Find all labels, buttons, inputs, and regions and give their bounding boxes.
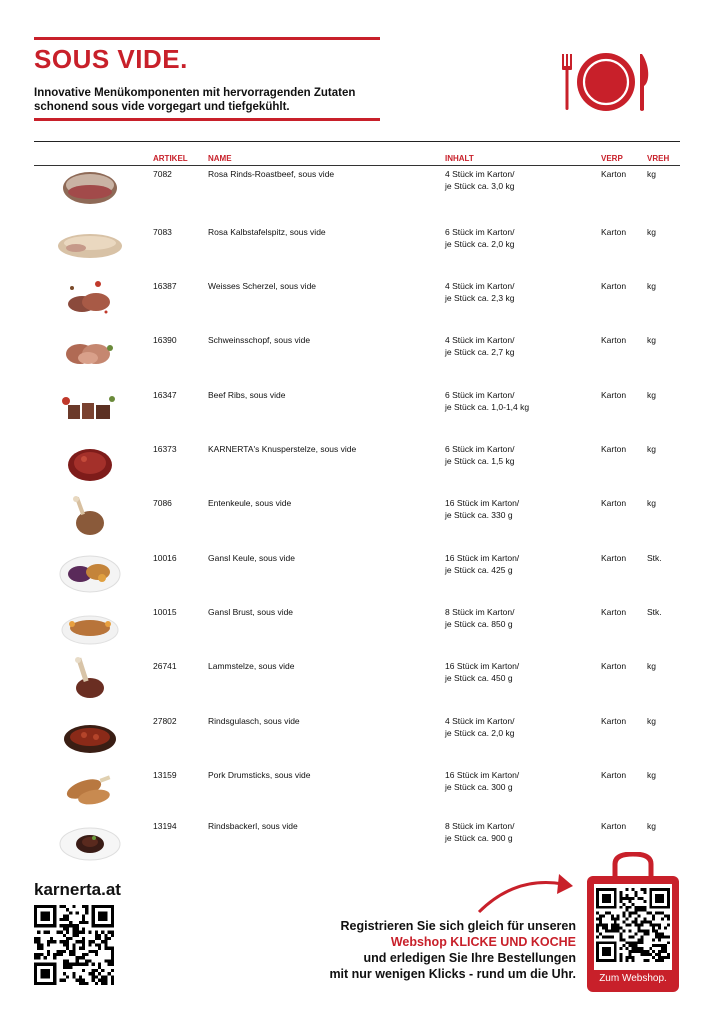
vreh-value: kg [647,169,656,179]
verp-value: Karton [601,227,627,237]
inhalt-line-2: je Stück ca. 1,5 kg [445,456,515,466]
table-row [0,280,724,334]
table-row [0,552,724,606]
product-name: Rosa Rinds-Roastbeef, sous vide [208,169,335,179]
inhalt-line-2: je Stück ca. 1,0-1,4 kg [445,402,530,412]
product-inhalt [445,820,585,844]
verp-value: Karton [601,770,627,780]
vreh-value: kg [647,498,656,508]
page-title: SOUS VIDE. [34,44,188,74]
inhalt-line-2: je Stück ca. 2,7 kg [445,347,515,357]
verp-value: Karton [601,821,627,831]
arrow-icon [475,870,575,916]
product-image [56,600,124,650]
product-image [56,763,124,813]
product-name: Entenkeule, sous vide [208,498,292,508]
product-name: Rosa Kalbstafelspitz, sous vide [208,227,326,237]
product-image [56,709,124,759]
promo-line-3: und erledigen Sie Ihre Bestellungen [363,951,576,965]
product-image [56,274,124,324]
product-image [56,162,124,212]
product-name: Gansl Keule, sous vide [208,553,295,563]
verp-value: Karton [601,335,627,345]
product-inhalt [445,606,585,630]
product-name: Weisses Scherzel, sous vide [208,281,317,291]
inhalt-line-2: je Stück ca. 2,0 kg [445,239,515,249]
product-image [56,220,124,270]
product-name: Lammstelze, sous vide [208,661,295,671]
artikel-number: 10016 [153,553,177,563]
verp-value: Karton [601,607,627,617]
verp-value: Karton [601,553,627,563]
product-image [56,437,124,487]
webshop-promo [270,918,576,982]
artikel-number: 16387 [153,281,177,291]
product-name: Schweinsschopf, sous vide [208,335,311,345]
page-subtitle [34,86,394,114]
inhalt-line-2: je Stück ca. 300 g [445,782,513,792]
product-name: Pork Drumsticks, sous vide [208,770,311,780]
product-inhalt [445,552,585,576]
inhalt-line-1: 8 Stück im Karton/ [445,607,515,617]
vreh-value: kg [647,390,656,400]
plate-cutlery-icon [558,52,654,114]
product-image [56,383,124,433]
product-inhalt [445,389,585,413]
product-inhalt [445,168,585,192]
title-rule-top [34,37,380,40]
inhalt-line-2: je Stück ca. 450 g [445,673,513,683]
inhalt-line-2: je Stück ca. 850 g [445,619,513,629]
table-row [0,443,724,497]
inhalt-line-1: 16 Stück im Karton/ [445,553,520,563]
verp-value: Karton [601,169,627,179]
artikel-number: 26741 [153,661,177,671]
inhalt-line-1: 6 Stück im Karton/ [445,227,515,237]
inhalt-line-2: je Stück ca. 330 g [445,510,513,520]
verp-value: Karton [601,390,627,400]
inhalt-line-1: 16 Stück im Karton/ [445,770,520,780]
product-image [56,654,124,704]
vreh-value: kg [647,281,656,291]
verp-value: Karton [601,444,627,454]
vreh-value: kg [647,227,656,237]
subtitle-line-2: schonend sous vide vorgegart und tiefgekühlt. [34,101,290,113]
col-header-artikel: ARTIKEL [153,154,188,163]
inhalt-line-1: 16 Stück im Karton/ [445,661,520,671]
artikel-number: 16373 [153,444,177,454]
verp-value: Karton [601,716,627,726]
table-row [0,226,724,280]
vreh-value: kg [647,770,656,780]
col-header-vreh: VREH [647,154,670,163]
vreh-value: kg [647,444,656,454]
vreh-value: kg [647,716,656,726]
inhalt-line-2: je Stück ca. 3,0 kg [445,181,515,191]
inhalt-line-1: 6 Stück im Karton/ [445,444,515,454]
table-row [0,168,724,222]
vreh-value: kg [647,661,656,671]
inhalt-line-1: 4 Stück im Karton/ [445,169,515,179]
product-inhalt [445,226,585,250]
artikel-number: 13159 [153,770,177,780]
artikel-number: 27802 [153,716,177,726]
webshop-bag-label[interactable]: Zum Webshop. [599,973,667,984]
subtitle-line-1: Innovative Menükomponenten mit hervorragenden Zutaten [34,87,356,99]
table-row [0,389,724,443]
inhalt-line-1: 4 Stück im Karton/ [445,335,515,345]
inhalt-line-1: 6 Stück im Karton/ [445,390,515,400]
table-row [0,606,724,660]
artikel-number: 7083 [153,227,172,237]
inhalt-line-1: 16 Stück im Karton/ [445,498,520,508]
col-header-name: NAME [208,154,232,163]
product-name: Rindsbackerl, sous vide [208,821,298,831]
product-name: Rindsgulasch, sous vide [208,716,300,726]
artikel-number: 16347 [153,390,177,400]
product-inhalt [445,334,585,358]
verp-value: Karton [601,498,627,508]
col-header-inhalt: INHALT [445,154,474,163]
artikel-number: 13194 [153,821,177,831]
product-inhalt [445,769,585,793]
artikel-number: 7086 [153,498,172,508]
table-row [0,334,724,388]
promo-line-1: Registrieren Sie sich gleich für unseren [340,919,576,933]
col-header-verp: VERP [601,154,623,163]
promo-line-2[interactable]: Webshop KLICKE UND KOCHE [390,935,576,949]
title-rule-bottom [34,118,380,121]
artikel-number: 16390 [153,335,177,345]
table-row [0,497,724,551]
inhalt-line-2: je Stück ca. 2,3 kg [445,293,515,303]
inhalt-line-2: je Stück ca. 425 g [445,565,513,575]
product-inhalt [445,443,585,467]
inhalt-line-2: je Stück ca. 2,0 kg [445,728,515,738]
brand-url[interactable]: karnerta.at [34,880,121,899]
inhalt-line-1: 4 Stück im Karton/ [445,281,515,291]
vreh-value: kg [647,335,656,345]
promo-line-4: mit nur wenigen Klicks - rund um die Uhr. [329,967,576,981]
vreh-value: Stk. [647,553,662,563]
product-image [56,814,124,864]
inhalt-line-1: 4 Stück im Karton/ [445,716,515,726]
product-inhalt [445,660,585,684]
qr-code-webshop[interactable] [596,888,670,962]
product-name: Beef Ribs, sous vide [208,390,286,400]
product-inhalt [445,497,585,521]
header-divider [34,141,680,142]
artikel-number: 7082 [153,169,172,179]
product-name: Gansl Brust, sous vide [208,607,294,617]
product-inhalt [445,715,585,739]
inhalt-line-2: je Stück ca. 900 g [445,833,513,843]
product-image [56,491,124,541]
vreh-value: Stk. [647,607,662,617]
product-image [56,328,124,378]
inhalt-line-1: 8 Stück im Karton/ [445,821,515,831]
product-name: KARNERTA's Knusperstelze, sous vide [208,444,357,454]
table-row [0,715,724,769]
artikel-number: 10015 [153,607,177,617]
verp-value: Karton [601,661,627,671]
product-inhalt [445,280,585,304]
table-row [0,660,724,714]
vreh-value: kg [647,821,656,831]
table-header-divider [34,165,680,166]
qr-code-brand[interactable] [34,905,114,985]
product-image [56,546,124,596]
verp-value: Karton [601,281,627,291]
